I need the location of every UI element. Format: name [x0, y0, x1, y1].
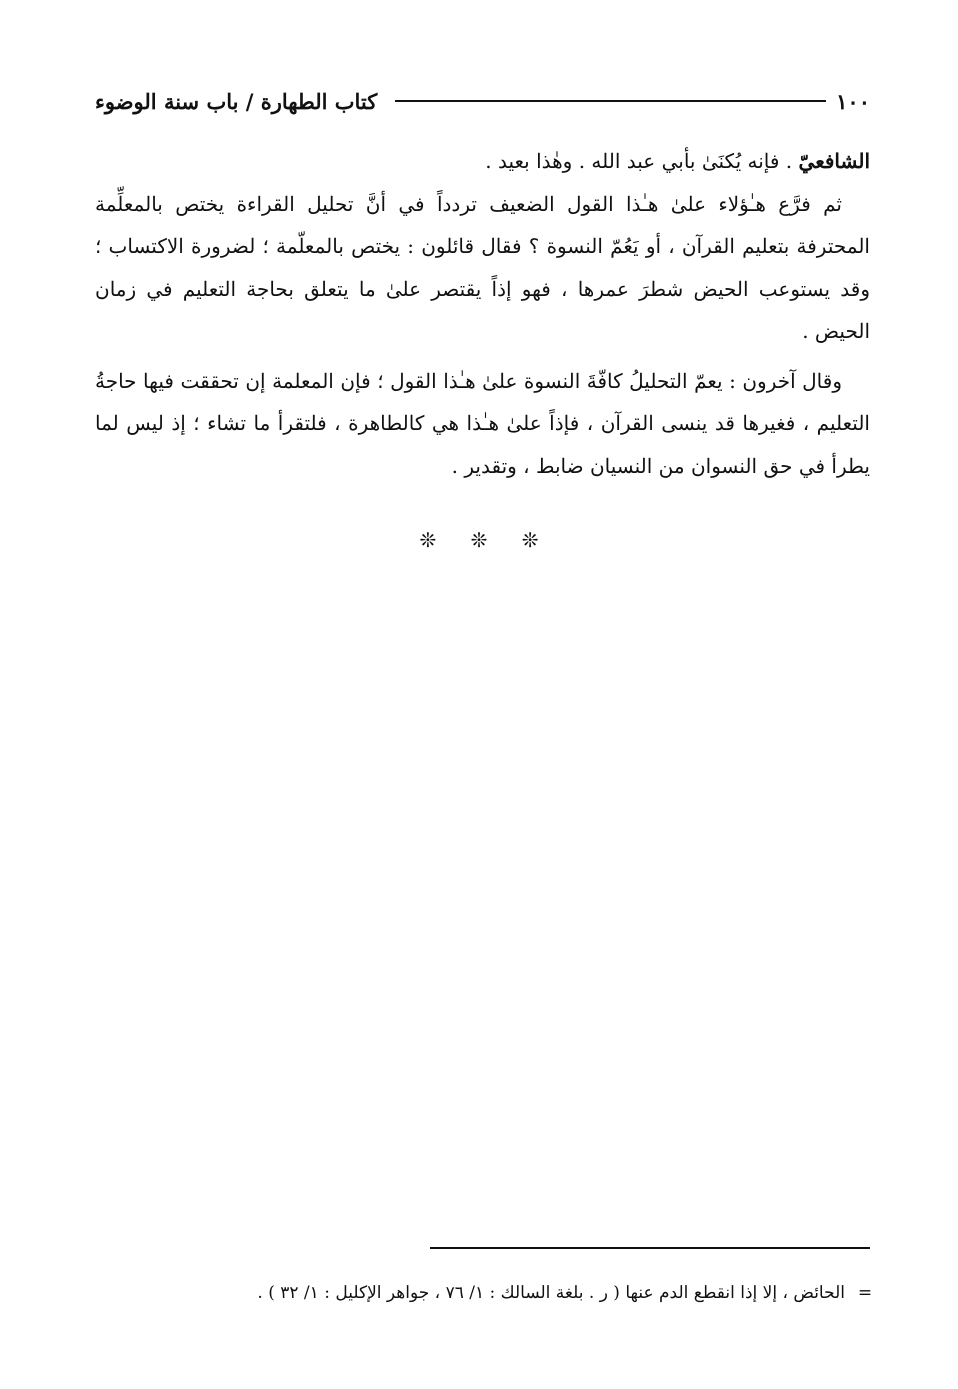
- section-separator: [0, 528, 958, 552]
- separator-star: ❊: [521, 528, 539, 552]
- running-title: كتاب الطهارة / باب سنة الوضوء: [95, 88, 378, 114]
- footnote: [95, 1278, 885, 1308]
- header-rule: [395, 100, 826, 102]
- separator-star: ❊: [470, 528, 488, 552]
- paragraph-1-text: . فإنه يُكنَىٰ بأبي عبد الله . وهٰذا بعيد .: [485, 149, 799, 173]
- separator-star: ❊: [419, 528, 437, 552]
- footnote-continuation-marker: =: [857, 1283, 873, 1303]
- footnote-rule: [430, 1247, 870, 1249]
- paragraph-3: وقال آخرون : يعمّ التحليلُ كافّةَ النسوة علىٰ هـٰذا القول ؛ فإن المعلمة إن تحققت فيها حاجةُ التعليم ، فغيرها قد ينسى القرآن ، فإذاً علىٰ هـٰذا هي كالطاهرة ، فلتقرأ ما تشاء ؛ إذ ليس لما يطرأ في حق النسوان من النسيان ضابط ، وتقدير .: [95, 368, 870, 478]
- paragraph-1: [95, 140, 870, 183]
- paragraph-1-lead: الشافعيّ: [798, 149, 870, 173]
- footnote-text: الحائض ، إلا إذا انقطع الدم عنها ( ر . بلغة السالك : ١/ ٧٦ ، جواهر الإكليل : ١/ ٣٢ ) .: [257, 1283, 845, 1303]
- page-header: [95, 86, 870, 116]
- main-text: [95, 140, 870, 487]
- page-number: ١٠٠: [836, 88, 870, 114]
- paragraph-2: ثم فرَّع هـٰؤلاء علىٰ هـٰذا القول الضعيف تردداً في أنَّ تحليل القراءة يختص بالمعلِّمة المحترفة بتعليم القرآن ، أو يَعُمّ النسوة ؟ فقال قائلون : يختص بالمعلّمة ؛ لضرورة الاكتساب ؛ وقد يستوعب الحيض شطرَ عمرها ، فهو إذاً يقتصر علىٰ ما يتعلق بحاجة التعليم في زمان الحيض .: [95, 191, 870, 343]
